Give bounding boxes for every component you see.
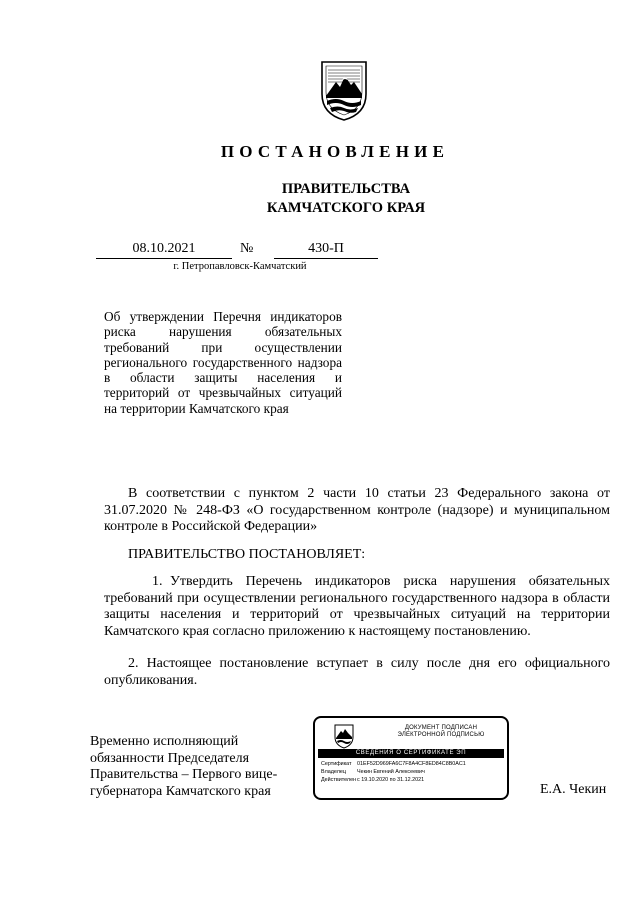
- stamp-heading: [377, 725, 505, 739]
- preamble-paragraph: В соответствии с пунктом 2 части 10 статьи 23 Федерального закона от 31.07.2020 № 248-ФЗ «О государственном контроле (надзоре) и муниципальном контроле в Российской Федерации»: [104, 486, 610, 534]
- certificate-value: 01EF52D969FA6C7F8A4CF8ED84C8B0AC1: [357, 761, 466, 767]
- electronic-signature-stamp: [313, 716, 509, 800]
- owner-value: Чекин Евгений Алексеевич: [357, 769, 425, 775]
- document-type: ПОСТАНОВЛЕНИЕ: [220, 142, 450, 161]
- position-line-4: губернатора Камчатского края: [90, 783, 271, 799]
- certificate-label: Сертификат: [321, 761, 352, 767]
- org-line-1: ПРАВИТЕЛЬСТВА: [281, 181, 411, 197]
- kamchatka-emblem: [318, 58, 370, 122]
- issuing-organization: [0, 180, 640, 218]
- city: г. Петропавловск-Камчатский: [173, 261, 307, 272]
- signatory-position: [90, 734, 310, 800]
- document-subject: Об утверждении Перечня индикаторов риска нарушения обязательных требований при осуществлении регионального государственного надзора в области защиты населения и территорий от чрезвычайных ситуаций на территории Камчатского края: [104, 309, 342, 416]
- number-sign: №: [240, 241, 254, 256]
- signatory-name: Е.А. Чекин: [540, 782, 607, 797]
- validity-row: [321, 777, 505, 784]
- stamp-heading-line-2: ЭЛЕКТРОННОЙ ПОДПИСЬЮ: [397, 732, 485, 738]
- resolves-heading: ПРАВИТЕЛЬСТВО ПОСТАНОВЛЯЕТ:: [128, 547, 366, 562]
- item-1-number: 1.: [152, 574, 163, 589]
- number-underline: [274, 258, 378, 259]
- certificate-row: [321, 761, 505, 768]
- validity-label: Действителен: [321, 777, 357, 783]
- item-2-paragraph: 2. Настоящее постановление вступает в силу после дня его официального опубликования.: [104, 656, 610, 688]
- item-1-text: Утвердить Перечень индикаторов риска нарушения обязательных требований при осуществлении регионального государственного надзора в области защиты населения и территорий от чрезвычайных ситуаций на территории Камчатского края согласно приложению к настоящему постановлению.: [104, 574, 610, 639]
- validity-value: с 19.10.2020 по 31.12.2021: [357, 777, 425, 783]
- owner-row: [321, 769, 505, 776]
- position-line-3: Правительства – Первого вице-: [90, 767, 278, 782]
- stamp-emblem-icon: [333, 723, 355, 749]
- item-1-paragraph: [104, 574, 610, 640]
- position-line-2: обязанности Председателя: [90, 750, 250, 766]
- date-underline: [96, 258, 232, 259]
- org-line-2: КАМЧАТСКОГО КРАЯ: [266, 200, 426, 216]
- document-date: 08.10.2021: [132, 241, 196, 256]
- position-line-1: Временно исполняющий: [90, 734, 239, 749]
- stamp-heading-line-1: ДОКУМЕНТ ПОДПИСАН: [404, 725, 478, 731]
- certificate-info-bar: СВЕДЕНИЯ О СЕРТИФИКАТЕ ЭП: [318, 749, 504, 758]
- owner-label: Владелец: [321, 769, 346, 775]
- document-number: 430-П: [308, 241, 344, 256]
